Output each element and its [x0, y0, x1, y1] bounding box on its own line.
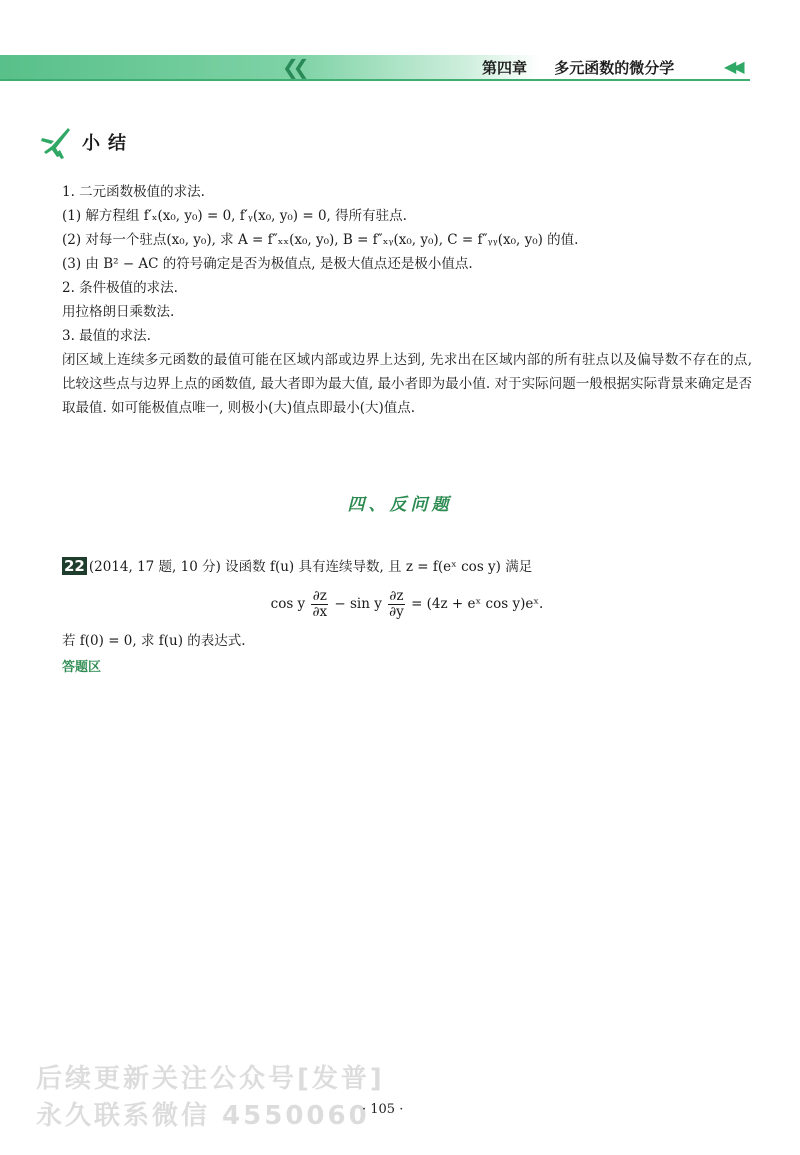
chapter-title: 多元函数的微分学: [554, 59, 675, 77]
problem-22: [62, 556, 752, 652]
eq-middle: − sin y: [334, 596, 382, 612]
header-rule: [0, 79, 750, 81]
problem-condition: 若 f(0) = 0, 求 f(u) 的表达式.: [62, 633, 246, 649]
summary-line: 3. 最值的求法.: [62, 328, 151, 344]
frac-numerator: ∂z: [312, 588, 327, 604]
equation: [62, 586, 752, 622]
running-header: [482, 57, 674, 79]
eq-right: = (4z + eˣ cos y)eˣ.: [411, 596, 544, 612]
fraction-dz-dy: [388, 589, 405, 620]
summary-line: 2. 条件极值的求法.: [62, 280, 178, 296]
summary-body: [62, 180, 752, 420]
page-number: · 105 ·: [362, 1102, 404, 1117]
airplane-icon: [38, 124, 74, 160]
summary-line: (2) 对每一个驻点(x₀, y₀), 求 A = f″ₓₓ(x₀, y₀), B = f″ₓᵧ(x₀, y₀), C = f″ᵧᵧ(x₀, y₀) 的值.: [62, 232, 579, 248]
summary-line: (1) 解方程组 f′ₓ(x₀, y₀) = 0, f′ᵧ(x₀, y₀) = 0, 得所有驻点.: [62, 208, 407, 224]
triangle-left-icon: ◀◀: [724, 57, 741, 76]
fraction-dz-dx: [311, 589, 328, 620]
double-chevron-left-icon: ❮❮: [282, 55, 304, 79]
summary-line: (3) 由 B² − AC 的符号确定是否为极值点, 是极大值点还是极小值点.: [62, 256, 473, 272]
section-title: 四、反问题: [347, 495, 453, 515]
frac-denominator: ∂x: [312, 604, 328, 620]
problem-statement: [62, 556, 752, 578]
problem-text: 设函数 f(u) 具有连续导数, 且 z = f(eˣ cos y) 满足: [225, 559, 533, 575]
frac-denominator: ∂y: [389, 604, 404, 620]
watermark-line-2: 永久联系微信 4550060: [36, 1101, 370, 1131]
summary-line: 1. 二元函数极值的求法.: [62, 184, 205, 200]
frac-numerator: ∂z: [389, 588, 404, 604]
problem-number-badge: 22: [64, 557, 85, 575]
eq-left: cos y: [270, 596, 306, 612]
summary-line: 用拉格朗日乘数法.: [62, 304, 175, 320]
watermark-line-1: 后续更新关注公众号[发普]: [36, 1064, 385, 1094]
summary-paragraph: 闭区域上连续多元函数的最值可能在区域内部或边界上达到, 先求出在区域内部的所有驻点以及偏导数不存在的点, 比较这些点与边界上点的函数值, 最大者即为最大值, 最小者即为最小值. 对于实际问题一般根据实际背景来确定是否取最值. 如可能极值点唯一, 则极小(大)值点即最小(大)值点.: [62, 352, 752, 416]
chapter-label: 第四章: [482, 59, 528, 77]
summary-heading: [38, 122, 134, 162]
problem-source: (2014, 17 题, 10 分): [88, 559, 221, 575]
answer-area-label: 答题区: [62, 660, 102, 675]
summary-title: 小结: [82, 133, 134, 154]
